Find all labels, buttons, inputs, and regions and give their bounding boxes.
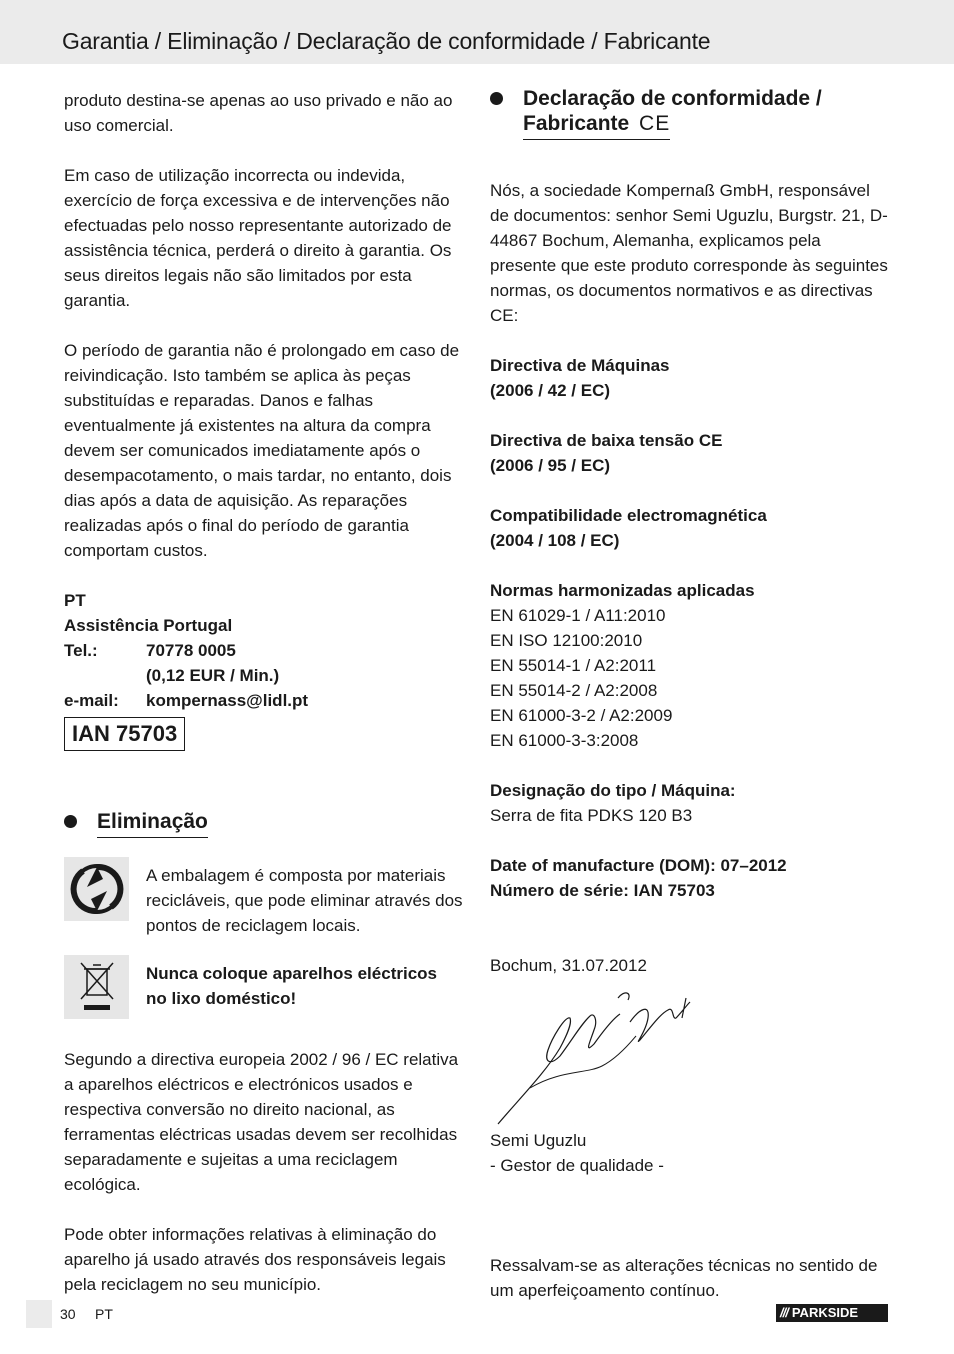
logo-text: PARKSIDE <box>791 1305 859 1320</box>
service-contact <box>64 588 464 713</box>
directive-machinery-name: Directiva de Máquinas <box>490 356 670 375</box>
warranty-paragraph-3: O período de garantia não é prolongado em caso de reivindicação. Isto também se aplica às peças substituídas e reparadas. Danos e falhas eventualmente já existentes na altura da compra devem ser comunicados imediatamente após o desempacotamento, o mais tardar, no entanto, dois dias após a data de aquisição. As reparações realizadas após o final do período de garantia comportam custos. <box>64 341 460 560</box>
bin-warning-text: Nunca coloque aparelhos eléctricos no lixo doméstico! <box>146 964 437 1008</box>
signature <box>490 978 890 1128</box>
norm-item: EN 55014-2 / A2:2008 <box>490 681 658 700</box>
declaration-heading-line2: Fabricante <box>523 112 630 135</box>
contact-service: Assistência Portugal <box>64 616 233 635</box>
type-heading: Designação do tipo / Máquina: <box>490 781 736 800</box>
signer-name: Semi Uguzlu <box>490 1131 587 1150</box>
directive-lowvoltage-code: (2006 / 95 / EC) <box>490 456 611 475</box>
left-column <box>64 88 464 1297</box>
recycling-symbol-icon <box>64 857 129 921</box>
crossed-bin-icon <box>64 955 129 1019</box>
technical-disclaimer: Ressalvam-se as alterações técnicas no sentido de um aperfeiçoamento contínuo. <box>490 1256 878 1300</box>
bullet-icon <box>490 92 503 105</box>
logo-slashes: /// <box>780 1305 788 1320</box>
bullet-icon <box>64 815 77 828</box>
disposal-paragraph-2: Pode obter informações relativas à eliminação do aparelho já usado através dos responsáveis legais pela reciclagem no seu município. <box>64 1225 446 1294</box>
tel-note: (0,12 EUR / Min.) <box>146 666 280 685</box>
norm-item: EN 61000-3-3:2008 <box>490 731 639 750</box>
contact-country: PT <box>64 591 86 610</box>
disposal-heading <box>64 809 464 838</box>
date-of-manufacture: Date of manufacture (DOM): 07–2012 <box>490 856 787 875</box>
norm-item: EN 55014-1 / A2:2011 <box>490 656 657 675</box>
tel-label: Tel.: <box>64 641 98 660</box>
norm-item: EN 61029-1 / A11:2010 <box>490 606 666 625</box>
directive-machinery-code: (2006 / 42 / EC) <box>490 381 611 400</box>
norms-heading: Normas harmonizadas aplicadas <box>490 581 755 600</box>
right-column <box>490 86 890 1303</box>
declaration-intro: Nós, a sociedade Kompernaß GmbH, responsável de documentos: senhor Semi Uguzlu, Burgstr. 21, D-44867 Bochum, Alemanha, explicamos pela presente que este produto corresponde às seguintes normas, os documentos normativos e as directivas CE: <box>490 181 888 325</box>
page-number: 30 <box>60 1306 76 1322</box>
bin-row <box>64 961 464 1019</box>
tel-value: 70778 0005 <box>146 641 236 660</box>
directive-lowvoltage-name: Directiva de baixa tensão CE <box>490 431 723 450</box>
email-label: e-mail: <box>64 691 119 710</box>
declaration-heading-line1: Declaração de conformidade / <box>523 87 822 110</box>
directive-emc-code: (2004 / 108 / EC) <box>490 531 620 550</box>
place-date: Bochum, 31.07.2012 <box>490 956 647 975</box>
norm-item: EN 61000-3-2 / A2:2009 <box>490 706 673 725</box>
parkside-logo <box>776 1304 888 1322</box>
recycling-text: A embalagem é composta por materiais recicláveis, que pode eliminar através dos pontos de reciclagem locais. <box>146 866 463 935</box>
page-language: PT <box>95 1306 113 1322</box>
type-value: Serra de fita PDKS 120 B3 <box>490 806 693 825</box>
page-header <box>0 0 954 64</box>
signer-role: - Gestor de qualidade - <box>490 1156 664 1175</box>
ce-mark: CE <box>639 112 671 135</box>
footer-marker <box>26 1300 52 1328</box>
disposal-heading-text: Eliminação <box>97 809 208 838</box>
ian-box: IAN 75703 <box>64 717 185 751</box>
serial-number: Número de série: IAN 75703 <box>490 881 715 900</box>
norm-item: EN ISO 12100:2010 <box>490 631 643 650</box>
declaration-heading <box>490 86 890 140</box>
directive-emc-name: Compatibilidade electromagnética <box>490 506 767 525</box>
recycling-row <box>64 863 464 938</box>
email-value: kompernass@lidl.pt <box>146 691 309 710</box>
warranty-paragraph-1: produto destina-se apenas ao uso privado e não ao uso comercial. <box>64 91 453 135</box>
page-title: Garantia / Eliminação / Declaração de conformidade / Fabricante <box>62 28 711 54</box>
disposal-paragraph-1: Segundo a directiva europeia 2002 / 96 / EC relativa a aparelhos eléctricos e electrónicos usados e respectiva conversão no direito nacional, as ferramentas eléctricas usadas devem ser recolhidas separadamente e sujeitas a uma reciclagem ecológica. <box>64 1050 459 1194</box>
warranty-paragraph-2: Em caso de utilização incorrecta ou indevida, exercício de força excessiva e de intervenções não efectuadas pelo nosso representante autorizado de assistência técnica, perderá o direito à garantia. Os seus direitos legais não são limitados por esta garantia. <box>64 166 452 310</box>
